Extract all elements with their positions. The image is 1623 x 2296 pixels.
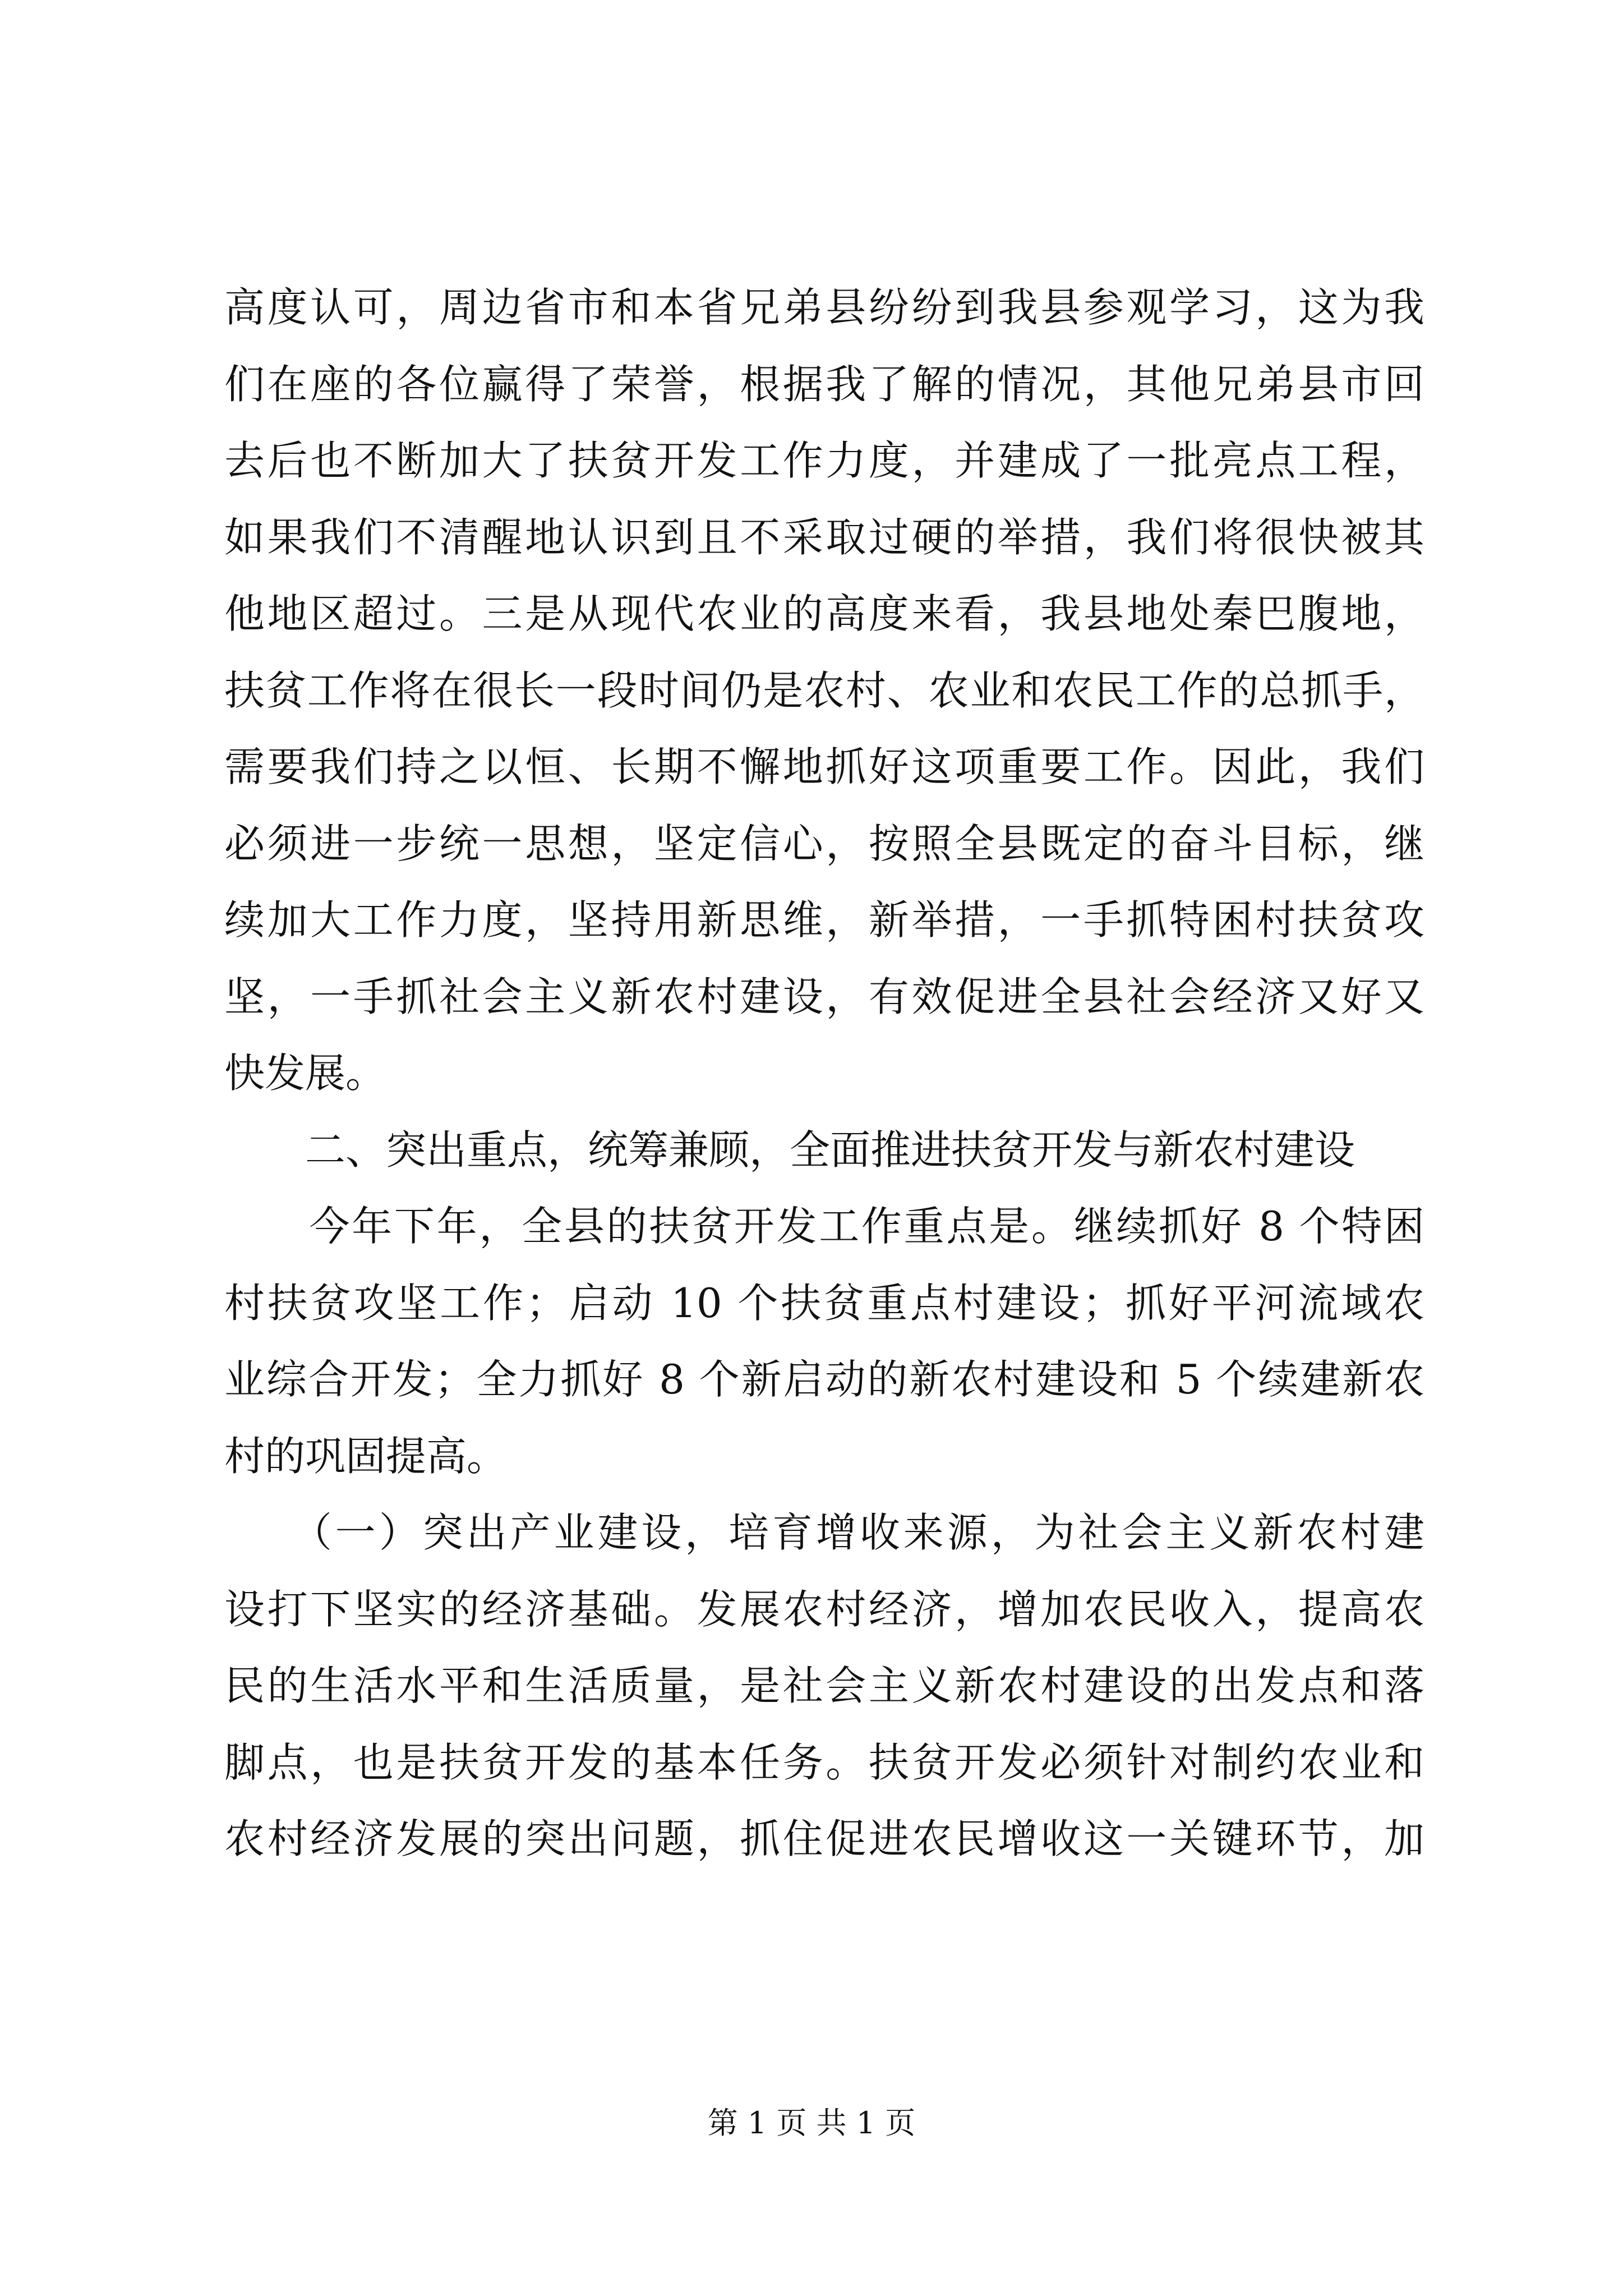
text-line: 民的生活水平和生活质量，是社会主义新农村建设的出发点和落 [224, 1662, 1424, 1709]
text-line: 农村经济发展的突出问题，抓住促进农民增收这一关键环节，加 [224, 1815, 1424, 1862]
text-line: 续加大工作力度，坚持用新思维，新举措，一手抓特困村扶贫攻 [224, 896, 1424, 944]
text-line: 快发展。 [224, 1050, 386, 1097]
text-line: 今年下年，全县的扶贫开发工作重点是。继续抓好 8 个特困 [224, 1203, 1424, 1250]
text-line: 村的巩固提高。 [224, 1432, 508, 1480]
text-line: 脚点，也是扶贫开发的基本任务。扶贫开发必须针对制约农业和 [224, 1738, 1424, 1786]
body-text [224, 269, 1424, 1878]
text-line: 高度认可，周边省市和本省兄弟县纷纷到我县参观学习，这为我 [224, 284, 1424, 331]
text-line: 需要我们持之以恒、长期不懈地抓好这项重要工作。因此，我们 [224, 743, 1424, 790]
text-line: 们在座的各位赢得了荣誉，根据我了解的情况，其他兄弟县市回 [224, 360, 1424, 408]
text-line: 去后也不断加大了扶贫开发工作力度，并建成了一批亮点工程， [224, 437, 1424, 484]
page-footer: 第 1 页 共 1 页 [707, 2105, 916, 2141]
text-line: 二、突出重点，统筹兼顾，全面推进扶贫开发与新农村建设 [224, 1126, 1355, 1174]
text-line: 如果我们不清醒地认识到且不采取过硬的举措，我们将很快被其 [224, 513, 1424, 561]
text-line: 必须进一步统一思想，坚定信心，按照全县既定的奋斗目标，继 [224, 820, 1424, 867]
text-line: 坚，一手抓社会主义新农村建设，有效促进全县社会经济又好又 [224, 973, 1424, 1020]
text-line: 村扶贫攻坚工作；启动 10 个扶贫重点村建设；抓好平河流域农 [224, 1279, 1424, 1327]
text-line: （一）突出产业建设，培育增收来源，为社会主义新农村建 [224, 1509, 1424, 1556]
text-line: 扶贫工作将在很长一段时间仍是农村、农业和农民工作的总抓手， [224, 666, 1424, 714]
text-line: 他地区超过。三是从现代农业的高度来看，我县地处秦巴腹地， [224, 590, 1424, 637]
text-line: 设打下坚实的经济基础。发展农村经济，增加农民收入，提高农 [224, 1585, 1424, 1633]
text-line: 业综合开发；全力抓好 8 个新启动的新农村建设和 5 个续建新农 [224, 1356, 1424, 1403]
